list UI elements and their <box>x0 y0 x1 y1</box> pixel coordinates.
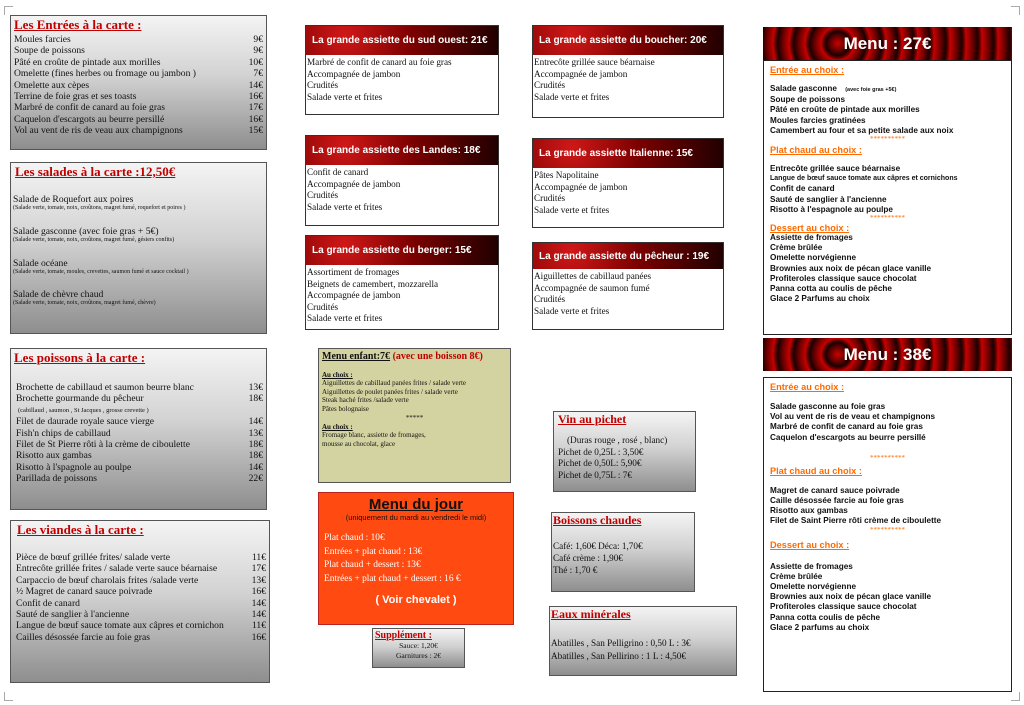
assiette-item: Salade verte et frites <box>534 305 610 316</box>
eaux-lines-line: Abatilles , San Pelligrino : 0,50 L : 3€ <box>551 638 691 648</box>
m27-desserts-line: Panna cotta au coulis de pêche <box>770 284 892 294</box>
menu-item-row <box>16 462 263 473</box>
boissons-chaudes-section <box>551 512 695 592</box>
assiette-item: Crudités <box>307 80 339 91</box>
menu-item-row <box>16 552 266 563</box>
menu-item-name: Langue de bœuf sauce tomate aux câpres et cornichon <box>16 620 224 632</box>
menu-item-price: 17€ <box>248 102 263 114</box>
menu-item-price: 15€ <box>248 125 263 137</box>
jour-lines-line: Entrées + plat chaud + dessert : 16 € <box>324 573 461 584</box>
menu-item-row <box>16 598 266 609</box>
menu-item-name: ½ Magret de canard sauce poivrade <box>16 586 153 598</box>
menu-item-name: Cailles désossée farcie au foie gras <box>16 631 150 643</box>
assiette-item: Entrecôte grillée sauce béarnaise <box>534 57 655 67</box>
menu27-stars: ********** <box>870 135 905 144</box>
menu27-entree-first-note: (avec foie gras +5€) <box>845 87 897 93</box>
assiette-item: Crudités <box>534 294 566 305</box>
m27-plats-line: Sauté de sanglier à l'ancienne <box>770 194 887 204</box>
menu-du-jour-note: ( Voir chevalet ) <box>375 594 457 606</box>
eaux-section <box>549 606 737 676</box>
menu-item-row <box>16 416 263 427</box>
assiette-items <box>306 265 498 327</box>
assiette-item: Crudités <box>307 301 339 312</box>
menu-item-name: Caquelon d'escargots au beurre persillé <box>14 113 165 125</box>
corner-mark <box>4 692 13 701</box>
assiette-items <box>533 55 723 105</box>
menu-item-row <box>16 382 263 393</box>
menu-item-price: 9€ <box>253 34 263 45</box>
assiette-item: Pâtes Napolitaine <box>534 170 599 180</box>
menu-item-name: Brochette de cabillaud et saumon beurre blanc <box>16 382 194 393</box>
m27-entrees-line: Camembert au four et sa petite salade aux noix <box>770 125 954 135</box>
menu27-header <box>763 27 1012 60</box>
chaudes-lines-line: Café: 1,60€ Déca: 1,70€ <box>553 541 643 551</box>
m27-desserts-line: Profiteroles classique sauce chocolat <box>770 273 917 283</box>
menu-du-jour-section <box>318 492 514 625</box>
jour-lines-line: Plat chaud + dessert : 13€ <box>324 560 421 570</box>
m38-entrees-line: Caquelon d'escargots au beurre persillé <box>770 432 926 442</box>
vin-lines-line: (Duras rouge , rosé , blanc) <box>567 435 668 445</box>
salades-section <box>10 162 267 334</box>
chaudes-lines-line: Thé : 1,70 € <box>553 565 598 575</box>
menu-item-name: Fish'n chips de cabillaud <box>16 427 111 439</box>
menu-item-row <box>14 102 263 113</box>
menu38-entree-label: Entrée au choix : <box>770 382 845 392</box>
poissons-list <box>14 382 263 485</box>
m38-entrees-line: Salade gasconne au foie gras <box>770 402 886 411</box>
menu-enfant-heading <box>322 351 507 363</box>
enfant-choix2-line: Fromage blanc, assiette de fromages, <box>322 431 426 440</box>
assiette-item: Accompagnée de jambon <box>534 68 628 79</box>
menu-item-name: Carpaccio de bœuf charolais frites /salade verte <box>16 574 199 586</box>
menu-enfant-stars: ***** <box>405 414 424 423</box>
menu-item-name: Risotto aux gambas <box>16 450 92 462</box>
menu-enfant-choix1-label: Au choix : <box>322 371 353 379</box>
assiette-landes <box>305 135 499 226</box>
salade-desc: (Salade verte, tomate, noix, croûtons, magret fumé, chèvre) <box>13 300 156 307</box>
menu38-stars-2: ********** <box>870 525 905 534</box>
vin-lines-line: Pichet de 0,50L: 5,90€ <box>558 458 642 469</box>
assiette-header <box>306 236 498 265</box>
menu-enfant-choix2-label: Au choix : <box>322 423 353 432</box>
menu-item-name: Brochette gourmande du pêcheur <box>16 393 144 405</box>
menu-item-row <box>14 91 263 102</box>
poissons-section <box>10 348 267 510</box>
entrees-list <box>14 34 263 137</box>
m27-plats-line: Confit de canard <box>770 184 835 194</box>
menu-item-price: 13€ <box>248 382 263 393</box>
assiette-items <box>533 168 723 218</box>
m27-plats-line: Risotto à l'espagnole au poulpe <box>770 204 893 214</box>
menu-item-price: 11€ <box>251 552 266 563</box>
m27-plats-line: Entrecôte grillée sauce béarnaise <box>770 164 901 174</box>
enfant-choix1-line: Steak haché frites /salade verte <box>322 396 409 405</box>
assiette-header <box>306 136 498 165</box>
menu27-entree-label: Entrée au choix : <box>770 65 845 75</box>
menu-item-name: (cabillaud , saumon , St Jacques , grosse crevette ) <box>18 406 149 414</box>
menu-item-name: Pièce de bœuf grillée frites/ salade verte <box>16 552 170 563</box>
assiette-item: Accompagnée de jambon <box>307 290 401 301</box>
menu27-dessert-label: Dessert au choix : <box>770 223 850 234</box>
salade-desc: (Salade verte, tomate, noix, croûtons, magret fumé, roquefort et poires ) <box>13 205 186 212</box>
corner-mark <box>1011 692 1020 701</box>
enfant-choix1-line: Aiguillettes de poulet panées frites / salade verte <box>322 387 458 396</box>
menu-item-row <box>16 563 266 574</box>
menu-item-row <box>16 405 263 416</box>
menu-item-price: 18€ <box>248 450 263 462</box>
assiette-title: La grande assiette du berger: 15€ <box>312 245 472 256</box>
menu-item-row <box>16 620 266 631</box>
assiette-item: Beignets de camembert, mozzarella <box>307 278 439 289</box>
menu-item-price: 14€ <box>248 79 263 91</box>
assiette-header <box>533 139 723 168</box>
entrees-title: Les Entrées à la carte : <box>14 17 142 32</box>
menu38-plat-label: Plat chaud au choix : <box>770 465 862 476</box>
menu-item-name: Marbré de confit de canard au foie gras <box>14 102 166 114</box>
assiette-item: Confit de canard <box>307 167 369 177</box>
menu-item-name: Parillada de poissons <box>16 473 98 485</box>
assiette-item: Accompagnée de jambon <box>307 178 401 189</box>
menu-item-price: 16€ <box>251 586 266 598</box>
viandes-list <box>14 552 266 643</box>
menu-item-price: 11€ <box>251 620 266 632</box>
menu27-desserts <box>770 233 1005 304</box>
menu-item-price: 18€ <box>248 439 263 451</box>
menu-item-price: 14€ <box>248 416 263 428</box>
viandes-section <box>10 520 270 683</box>
m38-entrees-line: Marbré de confit de canard au foie gras <box>770 422 923 432</box>
menu-item-name: Sauté de sanglier à l'ancienne <box>16 609 130 621</box>
m38-entrees-line: Vol au vent de ris de veau et champignons <box>770 412 936 422</box>
assiette-items <box>306 165 498 215</box>
m38-desserts-line: Brownies aux noix de pécan glace vanille <box>770 592 932 602</box>
menu27-section <box>763 60 1012 335</box>
salade-item <box>13 289 264 308</box>
jour-lines-line: Entrées + plat chaud : 13€ <box>324 546 423 557</box>
menu-item-row <box>16 609 266 620</box>
jour-lines-line: Plat chaud : 10€ <box>324 533 385 543</box>
menu-item-row <box>14 68 263 79</box>
enfant-choix1-line: Pâtes bolognaise <box>322 404 369 413</box>
assiette-title: La grande assiette du pêcheur : 19€ <box>539 250 710 262</box>
m38-desserts-line: Omelette norvégienne <box>770 582 856 592</box>
menu-enfant-choix2 <box>322 431 507 448</box>
chaudes-lines-line: Café crème : 1,90€ <box>553 553 623 563</box>
corner-mark <box>1011 6 1020 15</box>
menu-du-jour-lines <box>319 532 513 586</box>
enfant-choix1-line: Aiguillettes de cabillaud panées frites / salade verte <box>322 379 467 387</box>
assiette-item: Crudités <box>307 190 339 201</box>
assiette-title: La grande assiette des Landes: 18€ <box>312 145 481 156</box>
menu-item-name: Vol au vent de ris de veau aux champignons <box>14 125 183 137</box>
assiette-item: Accompagnée de jambon <box>534 181 628 192</box>
menu38-plats <box>770 486 1005 527</box>
salade-name: Salade de chèvre chaud <box>13 288 104 300</box>
menu-item-price: 16€ <box>251 631 266 643</box>
m38-desserts-line: Assiette de fromages <box>770 561 853 571</box>
assiette-item: Marbré de confit de canard au foie gras <box>307 57 452 67</box>
m38-plats-line: Caille désossée farcie au foie gras <box>770 496 904 506</box>
menu-enfant-title: Menu enfant:7€ <box>322 351 391 362</box>
menu27-entree-first <box>770 84 1005 95</box>
salade-item <box>13 194 264 213</box>
assiette-item: Accompagnée de jambon <box>307 68 401 79</box>
salade-name: Salade gasconne (avec foie gras + 5€) <box>13 225 159 237</box>
menu-item-row <box>16 428 263 439</box>
m38-desserts-line: Panna cotta coulis de pêche <box>770 612 881 622</box>
m38-plats-line: Filet de Saint Pierre rôti crème de ciboulette <box>770 516 942 526</box>
corner-mark <box>4 6 13 15</box>
assiette-item: Aiguillettes de cabillaud panées <box>534 271 652 281</box>
viandes-title: Les viandes à la carte : <box>17 522 144 537</box>
menu-item-name: Risotto à l'spagnole au poulpe <box>16 461 132 473</box>
menu-item-row <box>14 45 263 56</box>
assiette-pecheur <box>532 242 724 330</box>
menu27-plats <box>770 164 1005 215</box>
menu27-entree-first-name: Salade gasconne <box>770 84 837 93</box>
menu-item-name: Omelette aux cèpes <box>14 79 90 91</box>
menu-du-jour-subtitle: (uniquement du mardi au vendredi le midi) <box>345 513 487 522</box>
eaux-lines-line: Abatilles , San Pellirino : 1 L : 4,50€ <box>551 650 686 661</box>
m27-entrees-line: Soupe de poissons <box>770 95 846 105</box>
menu-item-price: 14€ <box>251 597 266 609</box>
m27-desserts-line: Brownies aux noix de pécan glace vanille <box>770 263 932 273</box>
vin-lines <box>558 435 691 481</box>
menu-enfant-extra: (avec une boisson 8€) <box>392 351 483 362</box>
menu-item-price: 14€ <box>251 609 266 621</box>
menu27-stars-2: ********** <box>870 214 905 223</box>
m38-plats-line: Magret de canard sauce poivrade <box>770 485 900 495</box>
assiette-title: La grande assiette du boucher: 20€ <box>539 35 707 46</box>
menu-item-name: Confit de canard <box>16 597 80 609</box>
menu27-plat-label: Plat chaud au choix : <box>770 145 862 156</box>
m38-plats-line: Risotto aux gambas <box>770 506 848 516</box>
menu-item-row <box>16 473 263 484</box>
vin-lines-line: Pichet de 0,75L : 7€ <box>558 469 632 480</box>
salade-name: Salade océane <box>13 257 68 269</box>
menu-item-price: 17€ <box>251 563 266 575</box>
menu-item-name: Omelette (fines herbes ou fromage ou jambon ) <box>14 68 196 80</box>
menu-item-row <box>16 586 266 597</box>
supplement-section <box>372 628 465 668</box>
menu38-title: Menu : 38€ <box>843 344 932 364</box>
menu-enfant-choix1 <box>322 379 507 413</box>
menu-item-price: 14€ <box>248 461 263 473</box>
menu-item-name: Filet de St Pierre rôti à la crème de ciboulette <box>16 439 190 451</box>
assiette-item: Salade verte et frites <box>534 204 610 215</box>
menu-item-name: Moules farcies <box>14 34 71 45</box>
menu-item-row <box>14 57 263 68</box>
menu38-stars: ********** <box>870 453 905 462</box>
assiette-title: La grande assiette du sud ouest: 21€ <box>312 35 488 46</box>
assiette-item: Salade verte et frites <box>534 91 610 102</box>
assiette-item: Crudités <box>534 193 566 204</box>
vin-title: Vin au pichet <box>558 412 627 426</box>
boissons-chaudes-title: Boissons chaudes <box>553 513 642 527</box>
menu-item-price: 7€ <box>253 68 263 80</box>
menu-item-row <box>16 393 263 404</box>
m27-plats-line: Langue de bœuf sauce tomate aux câpres et cornichons <box>770 175 958 183</box>
menu-item-price: 22€ <box>248 473 263 485</box>
menu-item-name: Filet de daurade royale sauce vierge <box>16 416 155 428</box>
vin-section <box>553 411 696 492</box>
menu-item-row <box>14 114 263 125</box>
menu-du-jour-title: Menu du jour <box>368 496 464 513</box>
menu-item-price: 18€ <box>248 393 263 405</box>
assiette-item: Salade verte et frites <box>307 201 383 212</box>
assiette-header <box>533 26 723 55</box>
salade-name: Salade de Roquefort aux poires <box>13 194 134 205</box>
menu38-entrees <box>770 402 1005 443</box>
menu38-section <box>763 377 1012 692</box>
menu38-dessert-label: Dessert au choix : <box>770 539 850 550</box>
m27-desserts-line: Assiette de fromages <box>770 233 853 243</box>
assiette-item: Accompagnée de saumon fumé <box>534 282 650 293</box>
eaux-lines <box>551 637 735 662</box>
menu-item-row <box>16 575 266 586</box>
menu-item-name: Soupe de poissons <box>14 45 85 57</box>
menu27-title: Menu : 27€ <box>843 33 932 53</box>
m27-desserts-line: Crème brûlée <box>770 243 823 253</box>
menu-item-row <box>14 125 263 136</box>
menu38-desserts <box>770 562 1005 633</box>
m27-desserts-line: Omelette norvégienne <box>770 253 856 263</box>
menu-item-row <box>16 439 263 450</box>
poissons-title: Les poissons à la carte : <box>14 350 146 365</box>
salades-list <box>13 194 264 308</box>
assiette-item: Salade verte et frites <box>307 91 383 102</box>
supplement-lines <box>375 641 462 661</box>
supplement-lines-line: Garnitures : 2€ <box>396 651 441 660</box>
m38-desserts-line: Crème brûlée <box>770 571 823 581</box>
assiette-items <box>306 55 498 105</box>
menu27-entrees <box>770 95 1005 136</box>
assiette-berger <box>305 235 499 330</box>
menu-item-row <box>16 632 266 643</box>
menu-item-price: 10€ <box>248 56 263 68</box>
assiette-sud-ouest <box>305 25 499 115</box>
m27-desserts-line: Glace 2 Parfums au choix <box>770 294 870 304</box>
menu-enfant-section <box>318 348 511 483</box>
entrees-section <box>10 15 267 150</box>
menu-item-name: Entrecôte grillée frites / salade verte sauce béarnaise <box>16 563 218 575</box>
salade-desc: (Salade verte, tomate, noix, croûtons, magret fumé, gésiers confits) <box>13 237 175 244</box>
menu-item-price: 16€ <box>248 91 263 103</box>
assiette-item: Salade verte et frites <box>307 313 383 324</box>
menu-item-row <box>16 450 263 461</box>
salade-desc: (Salade verte, tomate, moules, crevettes, saumon fumé et sauce cocktail ) <box>13 269 189 276</box>
menu-item-price: 9€ <box>253 45 263 57</box>
m38-desserts-line: Glace 2 parfums au choix <box>770 622 870 632</box>
menu-item-name: Terrine de foie gras et ses toasts <box>14 91 137 103</box>
assiette-header <box>306 26 498 55</box>
boissons-chaudes-lines <box>553 540 693 576</box>
menu-item-price: 13€ <box>251 574 266 586</box>
assiette-boucher <box>532 25 724 118</box>
supplement-title: Supplément : <box>375 630 432 641</box>
assiette-italienne <box>532 138 724 228</box>
salade-item <box>13 258 264 277</box>
assiette-item: Assortiment de fromages <box>307 267 400 277</box>
salade-item <box>13 226 264 245</box>
menu-item-name: Pâté en croûte de pintade aux morilles <box>14 56 161 68</box>
eaux-title: Eaux minérales <box>551 607 631 621</box>
salades-title: Les salades à la carte :12,50€ <box>15 164 176 179</box>
supplement-lines-line: Sauce: 1,20€ <box>399 641 438 650</box>
assiette-title: La grande assiette Italienne: 15€ <box>539 148 693 159</box>
enfant-choix2-line: mousse au chocolat, glace <box>322 439 396 448</box>
menu-item-price <box>259 405 263 416</box>
menu-item-row <box>14 80 263 91</box>
assiette-item: Crudités <box>534 80 566 91</box>
menu-item-price: 16€ <box>248 113 263 125</box>
vin-lines-line: Pichet de 0,25L : 3,50€ <box>558 446 644 457</box>
m38-desserts-line: Profiteroles classique sauce chocolat <box>770 602 917 612</box>
assiette-header <box>533 243 723 269</box>
assiette-items <box>533 269 723 319</box>
m27-entrees-line: Pâté en croûte de pintade aux morilles <box>770 105 920 115</box>
menu-item-price: 13€ <box>248 427 263 439</box>
menu-item-row <box>14 34 263 45</box>
menu38-header <box>763 338 1012 371</box>
m27-entrees-line: Moules farcies gratinées <box>770 115 866 125</box>
